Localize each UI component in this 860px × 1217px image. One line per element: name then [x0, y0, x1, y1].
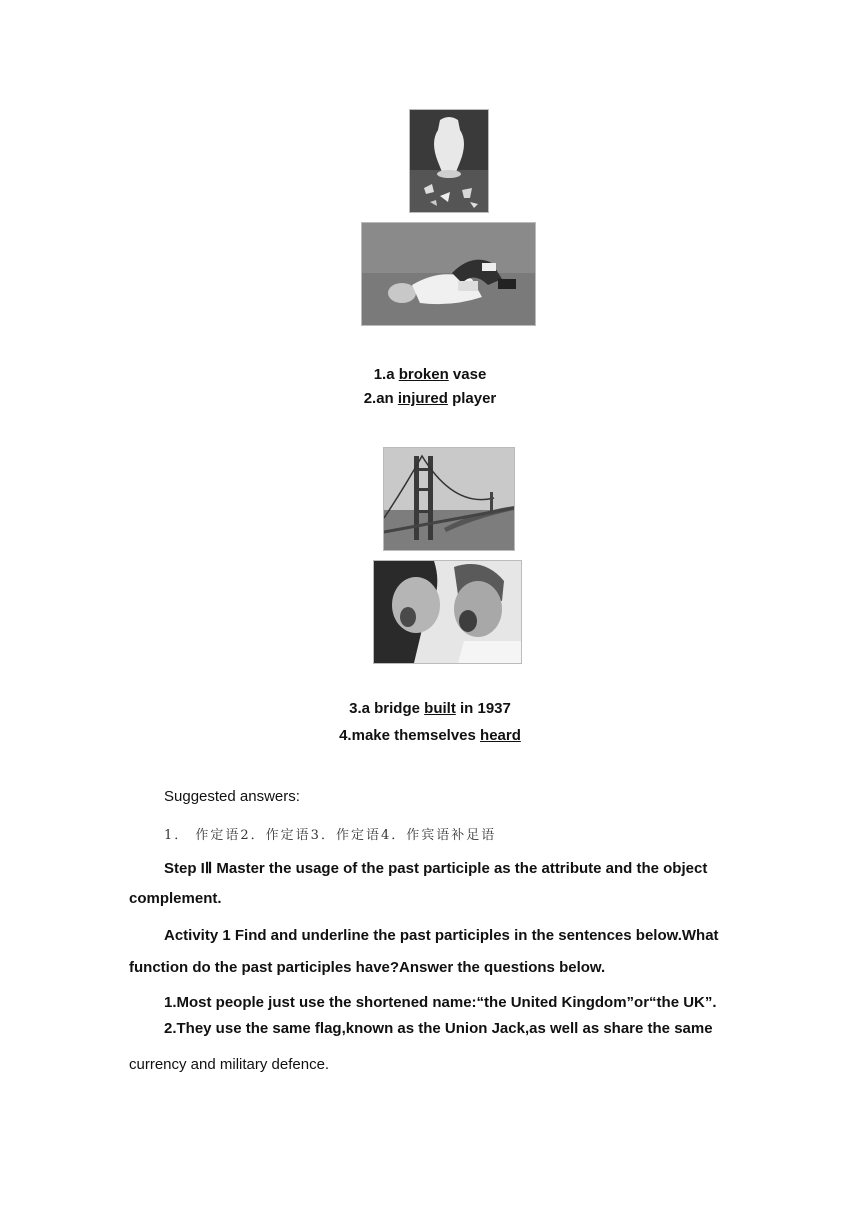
- example-3-suffix: in 1937: [455, 700, 511, 717]
- step-heading-line1: Step IⅡ Master the usage of the past participle as the attribute and the object: [164, 860, 708, 877]
- example-3-prefix: 3.a bridge: [349, 700, 425, 717]
- sentence-2-line1: 2.They use the same flag,known as the Union Jack,as well as share the same: [164, 1020, 713, 1037]
- step-heading-line2: complement.: [129, 890, 222, 907]
- example-3-participle: built: [424, 700, 456, 717]
- broken-vase-image: [409, 109, 489, 213]
- example-2-prefix: 2.an: [363, 390, 398, 407]
- answers-text: 1． 作定语2．作定语3．作定语4．作宾语补足语: [164, 828, 497, 843]
- example-2-participle: injured: [397, 390, 448, 407]
- example-4: [0, 727, 860, 744]
- example-3: [0, 700, 860, 717]
- example-1-participle: broken: [398, 366, 449, 383]
- sentence-2-line2: currency and military defence.: [129, 1056, 330, 1073]
- bridge-image: [383, 447, 515, 551]
- injured-player-image: [361, 222, 536, 326]
- example-1-suffix: vase: [448, 366, 487, 383]
- answers-label: Suggested answers:: [164, 788, 300, 805]
- example-4-participle: heard: [480, 727, 521, 744]
- example-2: [0, 390, 860, 407]
- activity-line2: function do the past participles have?Answer the questions below.: [129, 959, 606, 976]
- activity-line1: Activity 1 Find and underline the past participles in the sentences below.What: [164, 927, 719, 944]
- sentence-1: 1.Most people just use the shortened name:“the United Kingdom”or“the UK”.: [164, 994, 717, 1011]
- example-4-prefix: 4.make themselves: [339, 727, 481, 744]
- example-1-prefix: 1.a: [373, 366, 399, 383]
- example-2-suffix: player: [447, 390, 497, 407]
- shouting-couple-image: [373, 560, 522, 664]
- example-1: [0, 366, 860, 383]
